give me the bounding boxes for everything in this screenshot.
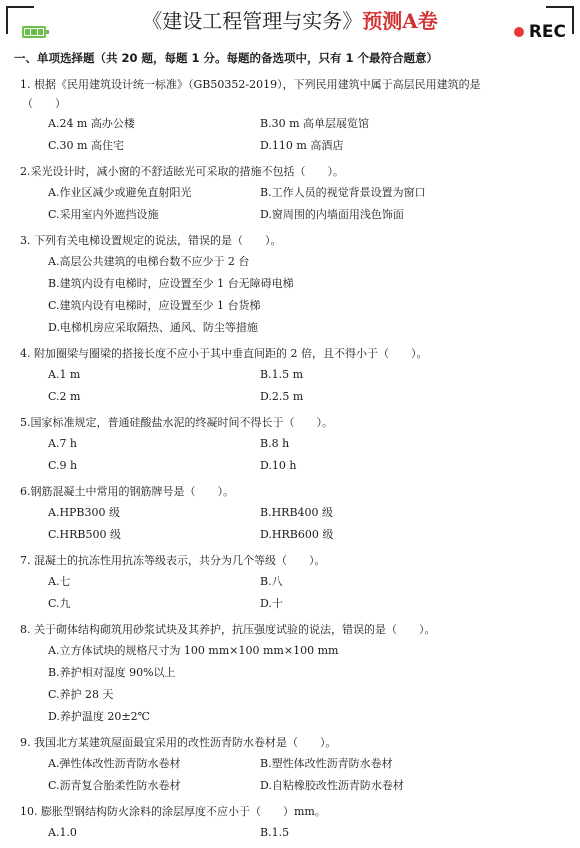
rec-label: REC: [528, 22, 566, 42]
question-stem: 5.国家标准规定，普通硅酸盐水泥的终凝时间不得长于（ ）。: [20, 416, 333, 429]
question-2: [20, 161, 568, 226]
option-c: C.2 m: [48, 390, 81, 403]
option-b: B.8 h: [260, 437, 290, 450]
option-a: A.立方体试块的规格尺寸为 100 mm×100 mm×100 mm: [48, 644, 339, 657]
option-c: C.30 m 高住宅: [48, 139, 124, 152]
option-d: D.110 m 高酒店: [260, 139, 344, 152]
option-d: D.养护温度 20±2℃: [48, 710, 150, 723]
option-d: D.10 h: [260, 459, 297, 472]
option-d: D.2.5 m: [260, 390, 304, 403]
option-a: A.7 h: [48, 437, 78, 450]
question-5: [20, 412, 568, 477]
option-a: A.1.0: [48, 826, 77, 839]
option-d: D.HRB600 级: [260, 528, 334, 541]
option-b: B.建筑内设有电梯时，应设置至少 1 台无障碍电梯: [48, 277, 294, 290]
option-c: C.九: [48, 597, 71, 610]
option-b: B.八: [260, 575, 283, 588]
question-stem: 9. 我国北方某建筑屋面最宜采用的改性沥青防水卷材是（ ）。: [20, 736, 337, 749]
question-stem: 2.采光设计时，减小窗的不舒适眩光可采取的措施不包括（ ）。: [20, 165, 344, 178]
option-d: D.十: [260, 597, 283, 610]
question-9: [20, 732, 568, 797]
option-b: B.工作人员的视觉背景设置为窗口: [260, 186, 426, 199]
question-3: [20, 230, 568, 339]
option-c: C.HRB500 级: [48, 528, 121, 541]
question-1: [20, 74, 568, 157]
question-6: [20, 481, 568, 546]
option-c: C.采用室内外遮挡设施: [48, 208, 159, 221]
section-heading: 一、单项选择题（共 20 题，每题 1 分。每题的备选项中，只有 1 个最符合题意）: [14, 51, 439, 65]
question-stem: 1. 根据《民用建筑设计统一标准》（GB50352-2019），下列民用建筑中属于高层民用建筑的是: [20, 78, 481, 91]
option-d: D.电梯机房应采取隔热、通风、防尘等措施: [48, 321, 258, 334]
page-title: [0, 8, 580, 34]
option-c: C.9 h: [48, 459, 78, 472]
question-stem: 8. 关于砌体结构砌筑用砂浆试块及其养护，抗压强度试验的说法，错误的是（ ）。: [20, 623, 436, 636]
question-4: [20, 343, 568, 408]
question-stem: 3. 下列有关电梯设置规定的说法，错误的是（ ）。: [20, 234, 282, 247]
option-c: C.沥青复合胎柔性防水卷材: [48, 779, 181, 792]
option-c: C.养护 28 天: [48, 688, 114, 701]
option-b: B.1.5 m: [260, 368, 304, 381]
option-a: A.24 m 高办公楼: [48, 117, 135, 130]
question-8: [20, 619, 568, 728]
question-stem: 6.钢筋混凝土中常用的钢筋牌号是（ ）。: [20, 485, 234, 498]
question-stem: 10. 膨胀型钢结构防火涂料的涂层厚度不应小于（ ）mm。: [20, 805, 326, 818]
question-7: [20, 550, 568, 615]
option-b: B.30 m 高单层展览馆: [260, 117, 370, 130]
option-d: D.自粘橡胶改性沥青防水卷材: [260, 779, 404, 792]
question-stem: 4. 附加圈梁与圈梁的搭接长度不应小于其中垂直间距的 2 倍，且不得小于（ ）。: [20, 347, 428, 360]
page-title-main: 《建设工程管理与实务》: [142, 9, 363, 33]
option-a: A.作业区减少或避免直射阳光: [48, 186, 192, 199]
option-a: A.HPB300 级: [48, 506, 121, 519]
option-a: A.高层公共建筑的电梯台数不应少于 2 台: [48, 255, 250, 268]
option-a: A.七: [48, 575, 71, 588]
option-b: B.塑性体改性沥青防水卷材: [260, 757, 393, 770]
option-d: D.窗周围的内墙面用浅色饰面: [260, 208, 404, 221]
question-stem-continuation: （ ）: [22, 97, 66, 110]
question-10: [20, 801, 568, 844]
option-b: B.1.5: [260, 826, 290, 839]
question-stem: 7. 混凝土的抗冻性用抗冻等级表示，共分为几个等级（ ）。: [20, 554, 326, 567]
option-a: A.1 m: [48, 368, 81, 381]
question-list: [20, 74, 568, 848]
option-c: C.建筑内设有电梯时，应设置至少 1 台货梯: [48, 299, 261, 312]
option-a: A.弹性体改性沥青防水卷材: [48, 757, 181, 770]
option-b: B.HRB400 级: [260, 506, 334, 519]
option-b: B.养护相对湿度 90%以上: [48, 666, 176, 679]
page-title-accent: 预测A卷: [362, 9, 438, 33]
